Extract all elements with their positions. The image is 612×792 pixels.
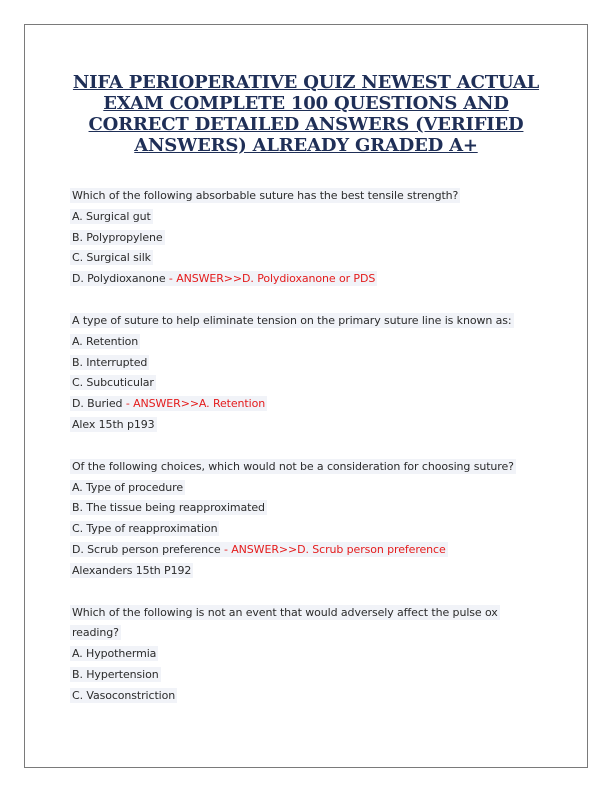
reference-text: Alex 15th p193: [72, 417, 155, 431]
option-b: B. Hypertension: [72, 667, 159, 681]
option-c: C. Subcuticular: [72, 376, 154, 390]
question-text: Of the following choices, which would not be a consideration for choosing suture?: [72, 459, 514, 473]
answer-text: ANSWER>>D. Scrub person preference: [231, 542, 446, 556]
option-c: C. Surgical silk: [72, 251, 151, 265]
question-block-4: [70, 603, 540, 707]
option-d: D. Polydioxanone: [72, 272, 166, 286]
option-b: B. Polypropylene: [72, 230, 163, 244]
option-d-with-answer: [70, 394, 540, 415]
option-b: B. The tissue being reapproximated: [72, 501, 265, 515]
option-d-with-answer: [70, 540, 540, 561]
question-block-1: [70, 186, 540, 290]
option-d: D. Scrub person preference: [72, 542, 221, 556]
answer-separator: -: [220, 542, 232, 556]
option-d-with-answer: [70, 269, 540, 290]
answer-text: ANSWER>>A. Retention: [133, 397, 266, 411]
question-text-line-1: Which of the following is not an event that would adversely affect the pulse ox: [72, 605, 498, 619]
question-block-3: [70, 457, 540, 582]
option-a: A. Hypothermia: [72, 647, 157, 661]
question-text: A type of suture to help eliminate tension on the primary suture line is known as:: [72, 313, 512, 327]
question-block-2: [70, 311, 540, 436]
option-a: A. Retention: [72, 334, 139, 348]
option-b: B. Interrupted: [72, 355, 148, 369]
option-a: A. Surgical gut: [72, 209, 151, 223]
answer-separator: -: [122, 397, 134, 411]
option-a: A. Type of procedure: [72, 480, 183, 494]
option-c: C. Type of reapproximation: [72, 522, 218, 536]
document-body: [70, 186, 540, 728]
question-text-line-2: reading?: [72, 626, 119, 640]
answer-text: ANSWER>>D. Polydioxanone or PDS: [176, 272, 376, 286]
option-c: C. Vasoconstriction: [72, 688, 176, 702]
question-text: Which of the following absorbable suture has the best tensile strength?: [72, 189, 459, 202]
option-d: D. Buried: [72, 397, 123, 411]
document-title: NIFA PERIOPERATIVE QUIZ NEWEST ACTUAL EXAM COMPLETE 100 QUESTIONS AND CORRECT DETAILED ANSWERS (VERIFIED ANSWERS) ALREADY GRADED A+: [72, 72, 540, 156]
answer-separator: -: [165, 272, 177, 286]
reference-text: Alexanders 15th P192: [72, 563, 192, 577]
